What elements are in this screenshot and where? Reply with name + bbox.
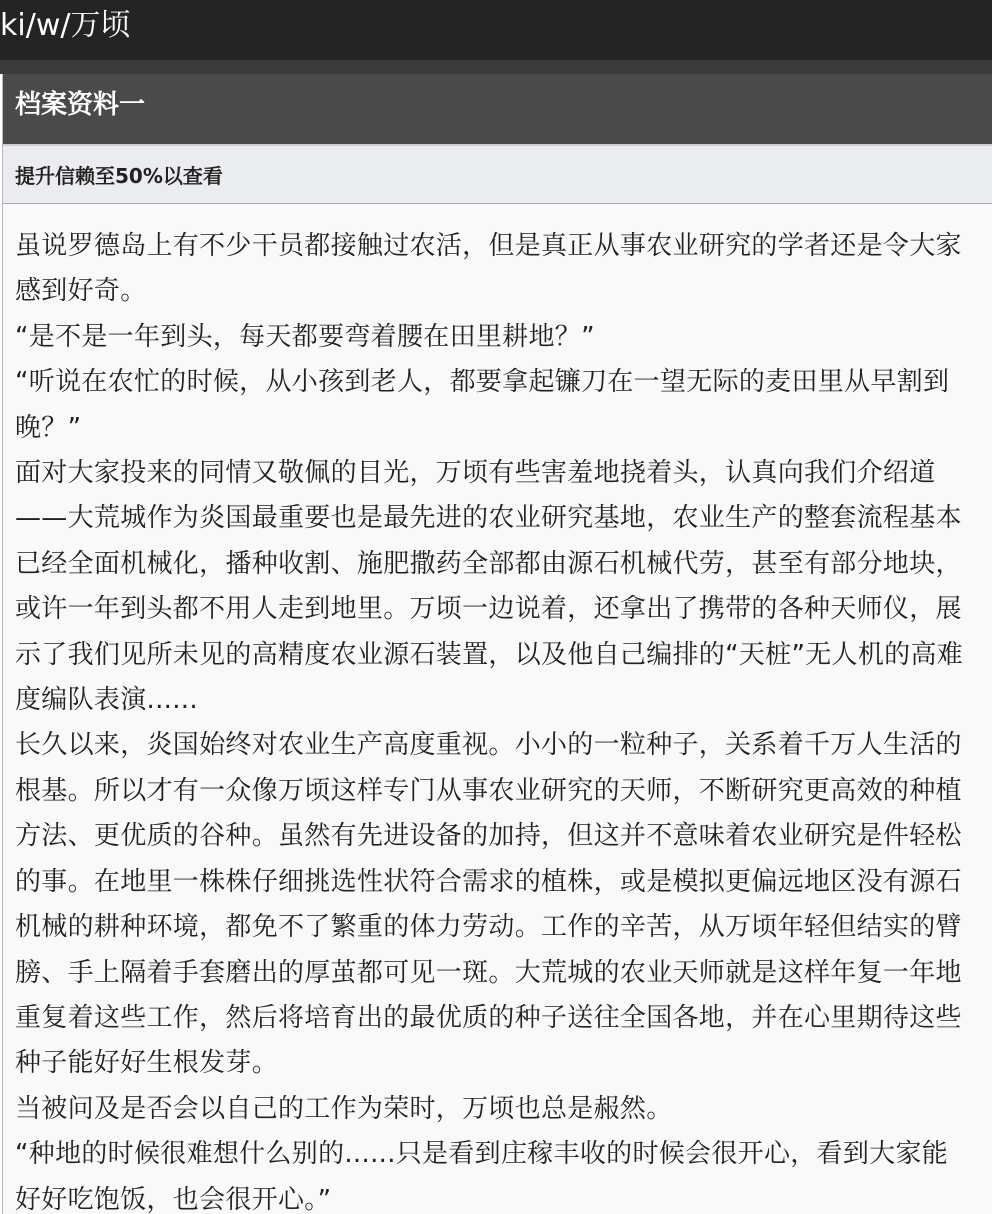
archive-paragraph: 面对大家投来的同情又敬佩的目光，万顷有些害羞地挠着头，认真向我们介绍道——大荒城作为炎国最重要也是最先进的农业研究基地，农业生产的整套流程基本已经全面机械化，播种收割、施肥撒药全部都由源石机械代劳，甚至有部分地块，或许一年到头都不用人走到地里。万顷一边说着，还拿出了携带的各种天师仪，展示了我们见所未见的高精度农业源石装置，以及他自己编排的“天桩”无人机的高难度编队表演...... bbox=[15, 458, 964, 716]
unlock-hint-text: 提升信赖至50%以查看 bbox=[15, 164, 223, 188]
archive-paragraph: 虽说罗德岛上有不少干员都接触过农活，但是真正从事农业研究的学者还是令大家感到好奇。 bbox=[15, 231, 962, 307]
archive-paragraph: 当被问及是否会以自己的工作为荣时，万顷也总是赧然。 bbox=[15, 1093, 673, 1124]
archive-paragraph: “听说在农忙的时候，从小孩到老人，都要拿起镰刀在一望无际的麦田里从早割到晚？” bbox=[15, 367, 950, 443]
archive-paragraph: “种地的时候很难想什么别的......只是看到庄稼丰收的时候会很开心，看到大家能好好吃饱饭，也会很开心。” bbox=[15, 1139, 949, 1214]
archive-paragraph: 长久以来，炎国始终对农业生产高度重视。小小的一粒种子，关系着千万人生活的根基。所以才有一众像万顷这样专门从事农业研究的天师，不断研究更高效的种植方法、更优质的谷种。虽然有先进设备的加持，但这并不意味着农业研究是件轻松的事。在地里一株株仔细挑选性状符合需求的植株，或是模拟更偏远地区没有源石机械的耕种环境，都免不了繁重的体力劳动。工作的辛苦，从万顷年轻但结实的臂膀、手上隔着手套磨出的厚茧都可见一斑。大荒城的农业天师就是这样年复一年地重复着这些工作，然后将培育出的最优质的种子送往全国各地，并在心里期待这些种子能好好生根发芽。 bbox=[15, 730, 962, 1079]
archive-paragraph: “是不是一年到头，每天都要弯着腰在田里耕地？” bbox=[15, 321, 595, 352]
url-text: ki/w/万顷 bbox=[0, 8, 131, 43]
url-bar[interactable] bbox=[0, 0, 992, 60]
archive-title-text: 档案资料一 bbox=[15, 90, 146, 120]
toolbar-strip bbox=[0, 60, 992, 74]
archive-title[interactable] bbox=[3, 74, 992, 146]
archive-panel bbox=[2, 74, 992, 1214]
unlock-hint bbox=[3, 146, 992, 204]
archive-content bbox=[3, 204, 992, 1214]
